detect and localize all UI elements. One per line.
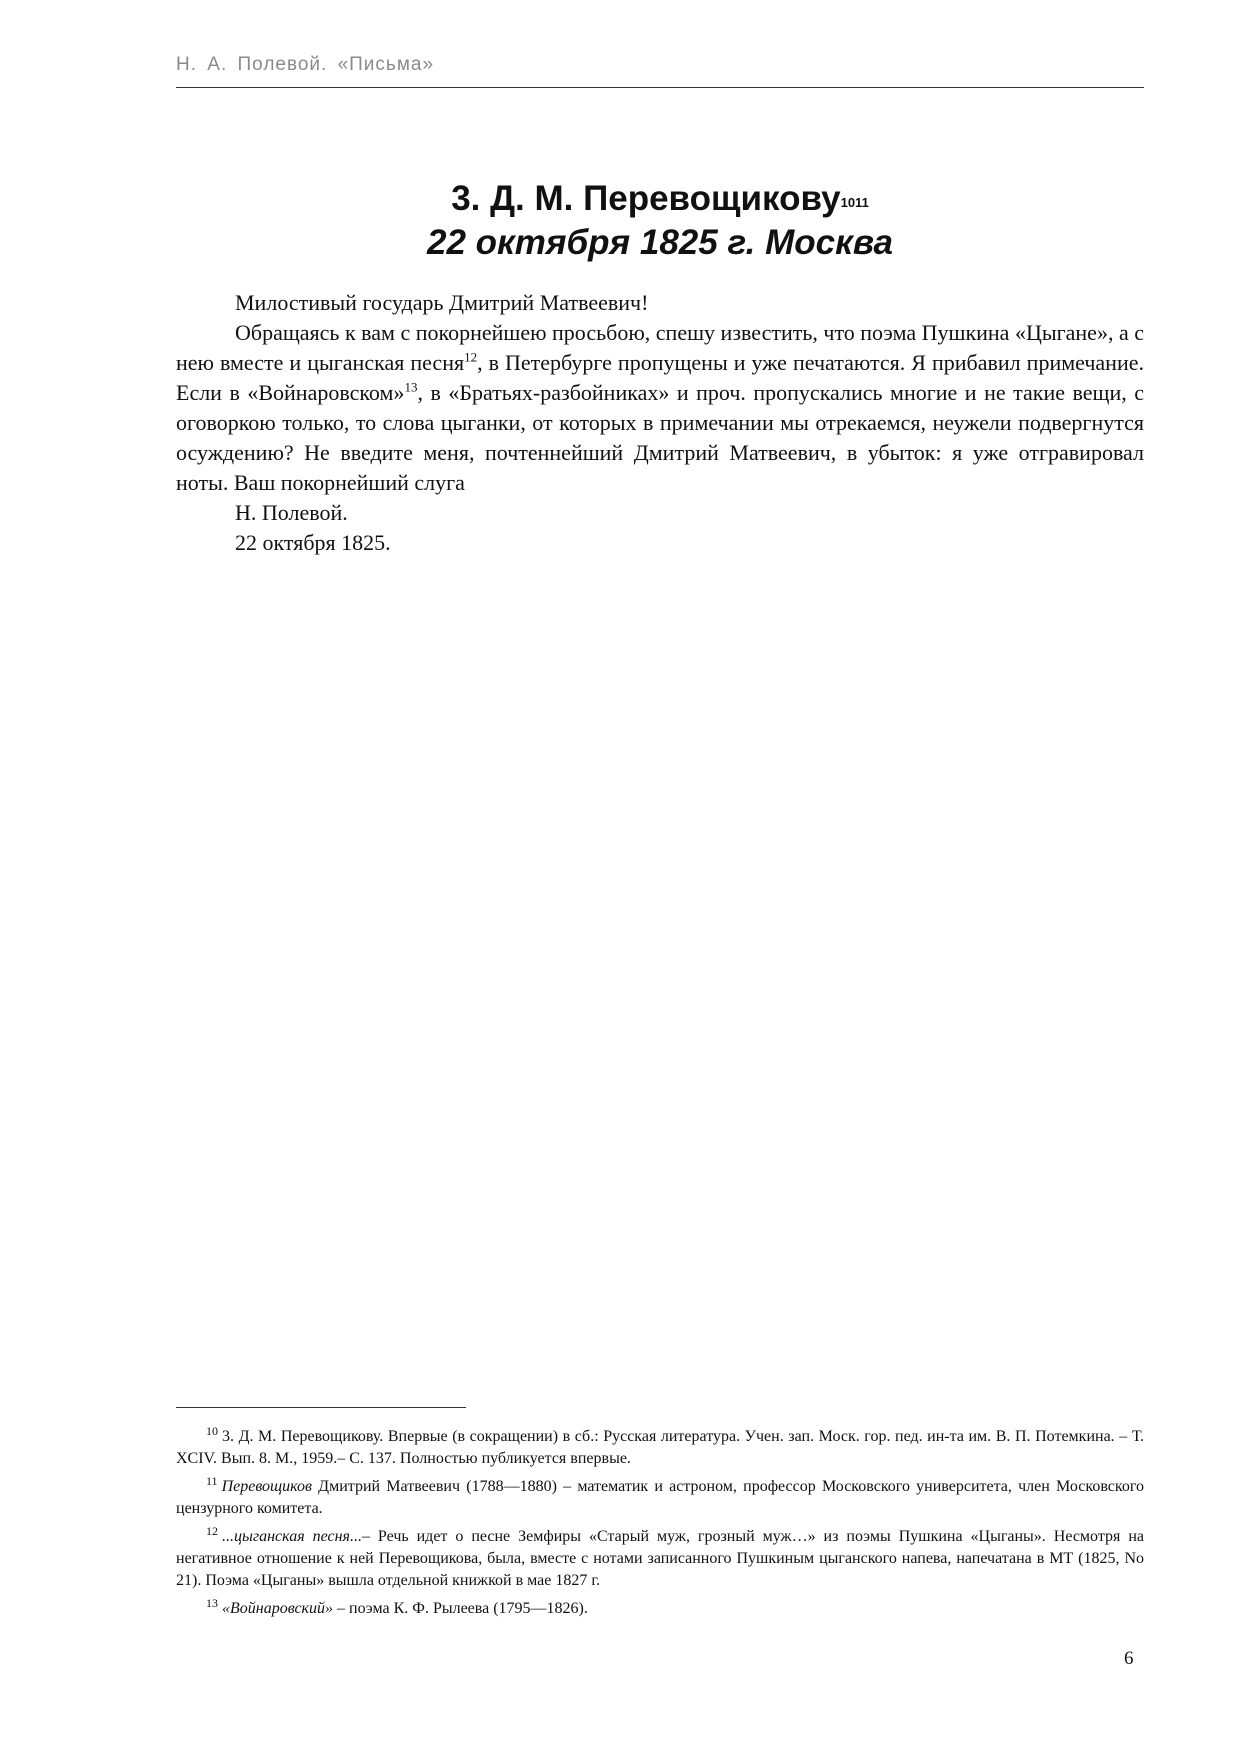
footnote-text: 3. Д. М. Перевощикову. Впервые (в сокращении) в сб.: Русская литература. Учен. зап. Моск. гор. пед. ин-та им. В. П. Потемкина. – Т. XCIV. Вып. 8. М., 1959.– С. 137. Полностью публикуется впервые. [176,1428,1144,1467]
footnote-text: – поэма К. Ф. Рылеева (1795—1826). [333,1600,588,1617]
footnote-12 [176,1523,1144,1592]
header-rule [176,87,1144,88]
footnote-number: 13 [206,1595,218,1610]
letter-paragraph [176,318,1144,498]
footnote-italic-term: ...цыганская песня... [222,1528,362,1545]
footnote-10 [176,1423,1144,1470]
running-head: Н. А. Полевой. «Письма» [176,54,435,75]
letter-title [176,178,1144,220]
paragraph-part-3: , в «Братьях-разбойниках» и проч. пропускались многие и не такие вещи, с оговоркою только, то слова цыганки, от которых в примечании мы отрекаемся, неужели подвергнутся осуждению? Не введите меня, почтеннейший Дмитрий Матвеевич, в убыток: я уже отгравировал ноты. Ваш покорнейший слуга [176,380,1144,495]
footnote-number: 12 [206,1523,218,1538]
footnote-italic-term: «Войнаровский» [222,1600,334,1617]
footnote-number: 10 [206,1423,218,1438]
footnote-rule [176,1407,466,1408]
signature: Н. Полевой. [235,500,348,525]
footnote-11 [176,1473,1144,1520]
footnote-ref-13: 13 [404,379,418,395]
salutation: Милостивый государь Дмитрий Матвеевич! [235,290,649,315]
letter-title-block [176,178,1144,266]
letter-body [176,288,1144,558]
page-number: 6 [1124,1648,1134,1669]
footnote-number: 11 [206,1473,218,1488]
letter-title-text: 3. Д. М. Перевощикову [451,179,841,218]
footnote-text: – Речь идет о песне Земфиры «Старый муж, грозный муж…» из поэмы Пушкина «Цыганы». Несмотря на негативное отношение к ней Перевощикова, была, вместе с нотами записанного Пушкиным цыганского напева, напечатана в МТ (1825, No 21). Поэма «Цыганы» вышла отдельной книжкой в мае 1827 г. [176,1528,1144,1589]
letter-date: 22 октября 1825. [235,530,391,555]
letter-date-place: 22 октября 1825 г. Москва [426,223,894,262]
title-footnote-refs: 1011 [840,195,869,210]
footnote-italic-term: Перевощиков [221,1478,312,1495]
paragraph-part-1: Обращаясь к вам с покорнейшею просьбою, спешу известить, что поэма Пушкина «Цыгане», а с нею вместе и цыганская песня [176,320,1144,375]
footnote-ref-12: 12 [464,349,478,365]
paragraph-part-2: , в Петербурге пропущены и уже печатаются. Я прибавил примечание. Если в «Войнаровском» [176,350,1144,405]
footnotes [176,1423,1144,1626]
footnote-text: Дмитрий Матвеевич (1788—1880) – математик и астроном, профессор Московского университета, член Московского цензурного комитета. [176,1478,1144,1517]
footnote-13 [176,1595,1144,1620]
